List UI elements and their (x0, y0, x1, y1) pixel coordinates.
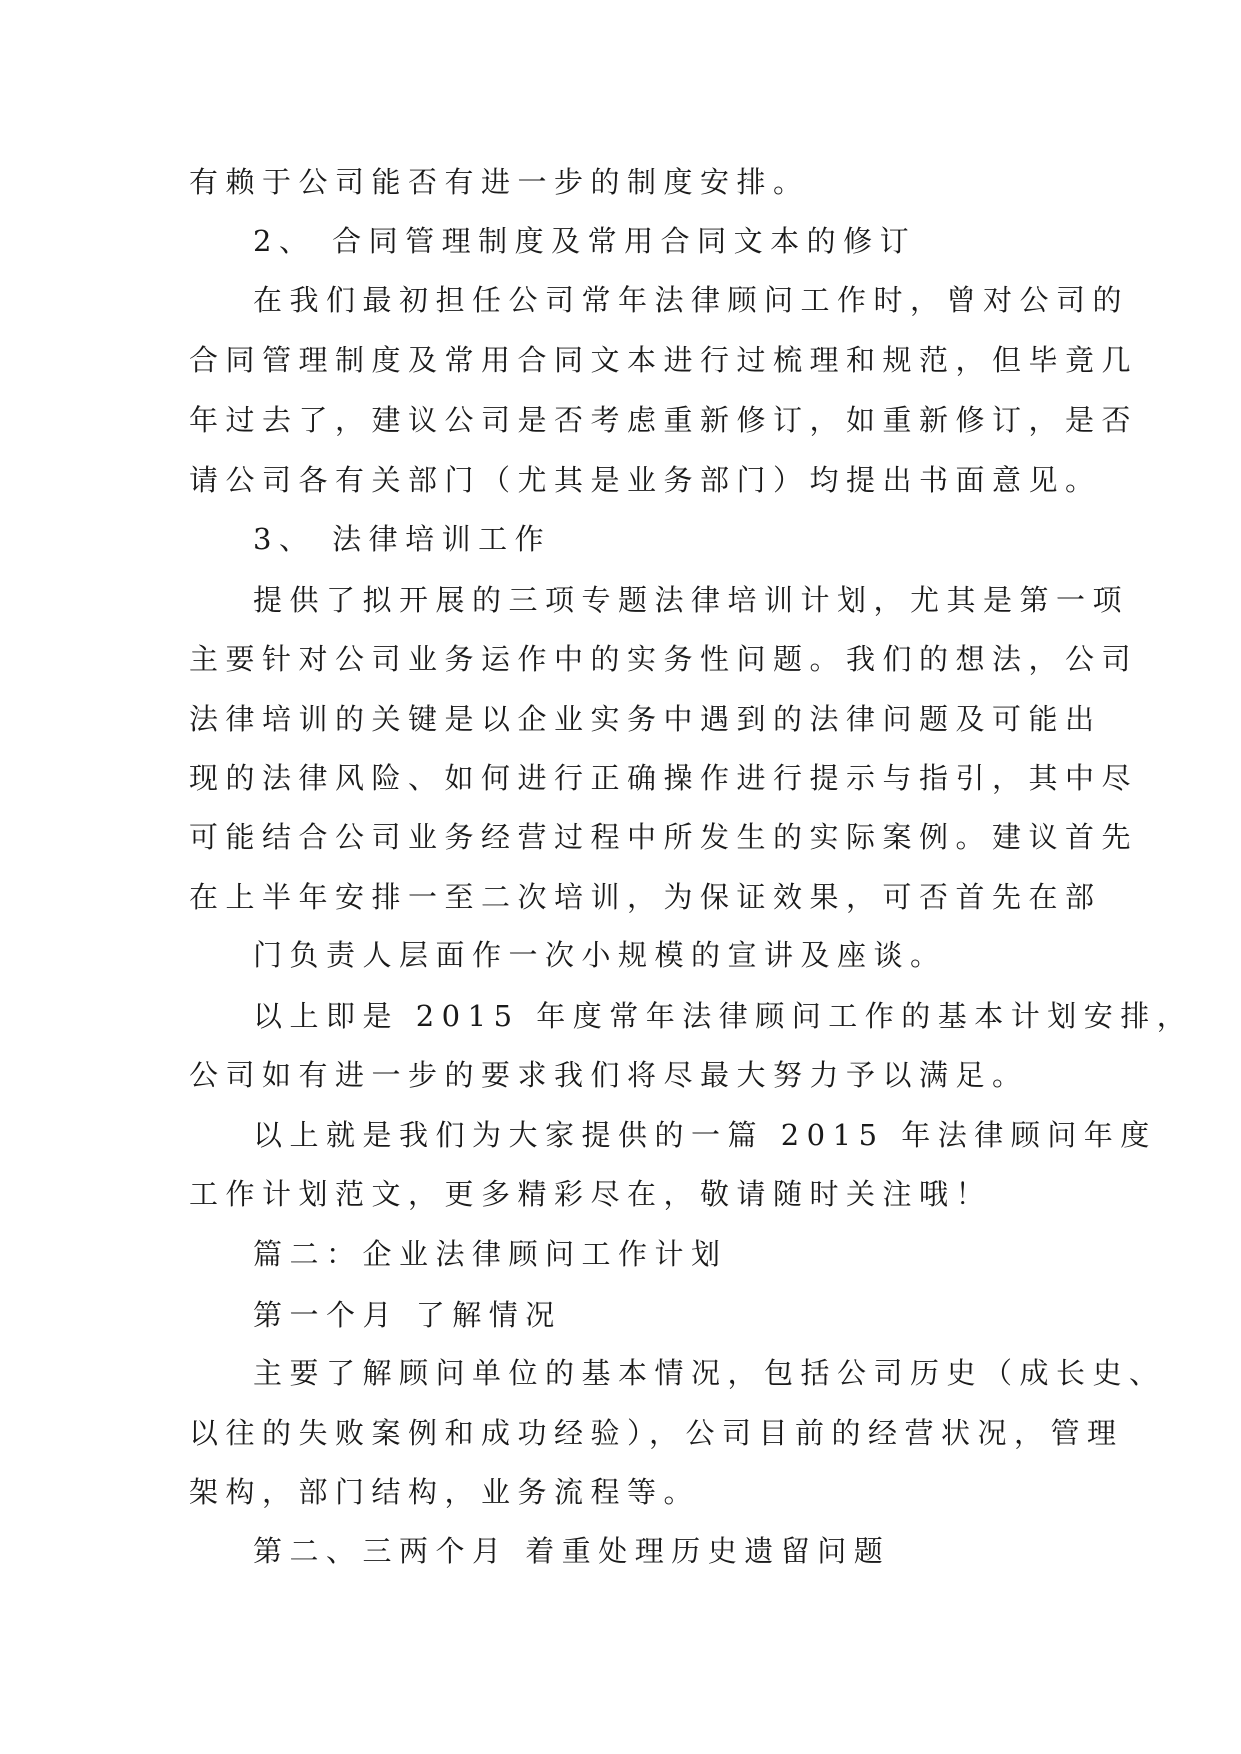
text-line: 公司如有进一步的要求我们将尽最大努力予以满足。 (189, 1058, 1029, 1092)
text-line: 以上即是 2015 年度常年法律顾问工作的基本计划安排， (253, 999, 1194, 1033)
text-line: 主要了解顾问单位的基本情况，包括公司历史（成长史、 (253, 1356, 1166, 1390)
section-heading: 第一个月 了解情况 (253, 1298, 562, 1332)
text-line: 有赖于公司能否有进一步的制度安排。 (189, 165, 810, 199)
text-line: 以上就是我们为大家提供的一篇 2015 年法律顾问年度 (253, 1118, 1157, 1152)
text-line: 提供了拟开展的三项专题法律培训计划，尤其是第一项 (253, 583, 1130, 617)
text-line: 主要针对公司业务运作中的实务性问题。我们的想法，公司 (189, 642, 1139, 676)
section-heading: 2、 合同管理制度及常用合同文本的修订 (253, 224, 917, 258)
text-line: 法律培训的关键是以企业实务中遇到的法律问题及可能出 (189, 702, 1102, 736)
text-line: 在我们最初担任公司常年法律顾问工作时，曾对公司的 (253, 283, 1130, 317)
text-line: 架构，部门结构，业务流程等。 (189, 1475, 701, 1509)
section-heading: 篇二：企业法律顾问工作计划 (253, 1237, 728, 1271)
text-line: 请公司各有关部门（尤其是业务部门）均提出书面意见。 (189, 463, 1102, 497)
text-line: 工作计划范文，更多精彩尽在，敬请随时关注哦！ (189, 1177, 993, 1211)
text-line: 以往的失败案例和成功经验），公司目前的经营状况，管理 (189, 1416, 1124, 1450)
text-line: 年过去了，建议公司是否考虑重新修订，如重新修订，是否 (189, 403, 1139, 437)
section-heading: 第二、三两个月 着重处理历史遗留问题 (253, 1534, 891, 1568)
text-line: 现的法律风险、如何进行正确操作进行提示与指引，其中尽 (189, 761, 1139, 795)
text-line: 门负责人层面作一次小规模的宣讲及座谈。 (253, 938, 947, 972)
text-line: 在上半年安排一至二次培训，为保证效果，可否首先在部 (189, 880, 1102, 914)
section-heading: 3、 法律培训工作 (253, 522, 552, 556)
text-line: 合同管理制度及常用合同文本进行过梳理和规范，但毕竟几 (189, 343, 1139, 377)
text-line: 可能结合公司业务经营过程中所发生的实际案例。建议首先 (189, 820, 1139, 854)
